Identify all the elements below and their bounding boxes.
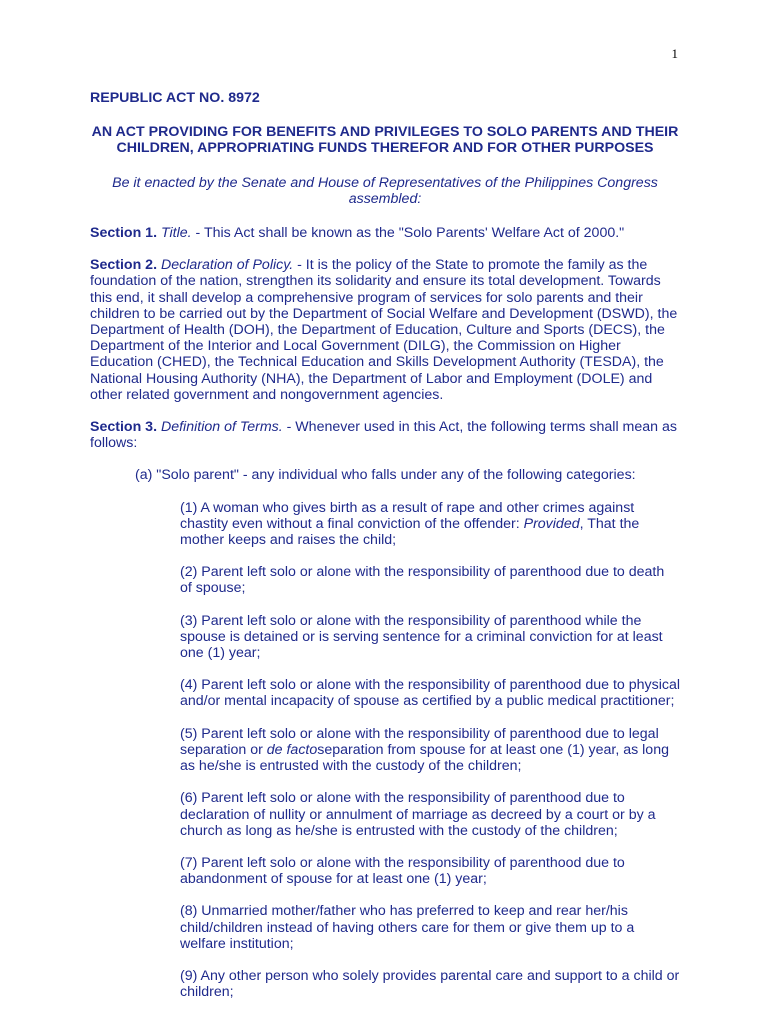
category-5-text: (5) Parent left solo or alone with the responsibility of parenthood due to legal separation or: [180, 725, 659, 758]
category-1-text-end: , That the mother keeps and raises the child;: [180, 515, 640, 549]
section-3-name: Definition of Terms.: [160, 419, 283, 436]
act-heading-line-2: CHILDREN, APPROPRIATING FUNDS THEREFOR AND FOR OTHER PURPOSES: [116, 140, 654, 157]
document-body: [90, 90, 680, 1016]
category-9: (9) Any other person who solely provides parental care and support to a child or children;: [180, 967, 680, 1001]
section-3: [90, 419, 680, 451]
category-6: (6) Parent left solo or alone with the responsibility of parenthood due to declaration of nullity or annulment of marriage as decreed by a court or by a church as long as he/she is entrusted with the custody of the children;: [180, 790, 656, 839]
page-number: 1: [671, 46, 678, 61]
section-2-text: - It is the policy of the State to promote the family as the foundation of the nation, strengthen its solidarity and ensure its total development. Towards this end, it shall develop a comprehensive program of services for solo parents and their children to be carried out by the Department of Social Welfare and Development (DSWD), the Department of Health (DOH), the Department of Education, Culture and Sports (DECS), the Department of the Interior and Local Government (DILG), the Commission on Higher Education (CHED), the Technical Education and Skills Development Authority (TESDA), the National Housing Authority (NHA), the Department of Labor and Employment (DOLE) and other related government and nongovernment agencies.: [90, 257, 678, 403]
act-heading: [90, 124, 680, 156]
definition-a: (a) "Solo parent" - any individual who falls under any of the following categories:: [135, 467, 636, 484]
category-4: (4) Parent left solo or alone with the responsibility of parenthood due to physical and/or mental incapacity of spouse as certified by a public medical practitioner;: [180, 677, 681, 710]
category-1-text: (1) A woman who gives birth as a result of rape and other crimes against chastity even without a final conviction of the offender:: [180, 499, 635, 532]
category-8: (8) Unmarried mother/father who has preferred to keep and rear her/his child/children instead of having others care for them or give them up to a welfare institution;: [180, 903, 635, 952]
enactment-clause: [90, 175, 680, 207]
category-5-italic: de facto: [266, 741, 318, 758]
section-1-text: - This Act shall be known as the "Solo Parents' Welfare Act of 2000.": [191, 225, 625, 242]
section-2-label: Section 2.: [90, 257, 158, 274]
category-1: [180, 500, 680, 549]
category-5-text-end: separation from spouse for at least one (1) year, as long as he/she is entrusted with the custody of the children;: [180, 741, 669, 775]
document-title: REPUBLIC ACT NO. 8972: [90, 90, 260, 106]
section-2-name: Declaration of Policy.: [160, 257, 294, 274]
section-3-text: - Whenever used in this Act, the following terms shall mean as follows:: [90, 419, 677, 452]
section-2: [90, 257, 680, 403]
category-7: (7) Parent left solo or alone with the responsibility of parenthood due to abandonment of spouse for at least one (1) year;: [180, 854, 625, 888]
category-5: [180, 726, 680, 775]
enactment-line-2: assembled:: [348, 190, 422, 207]
category-3: (3) Parent left solo or alone with the responsibility of parenthood while the spouse is detained or is serving sentence for a criminal conviction for at least one (1) year;: [180, 612, 663, 662]
category-2: (2) Parent left solo or alone with the responsibility of parenthood due to death of spouse;: [180, 564, 665, 597]
section-1: [90, 225, 680, 241]
section-1-label: Section 1.: [90, 225, 158, 242]
section-3-label: Section 3.: [90, 419, 158, 436]
act-heading-line-1: AN ACT PROVIDING FOR BENEFITS AND PRIVILEGES TO SOLO PARENTS AND THEIR: [91, 124, 679, 141]
enactment-line-1: Be it enacted by the Senate and House of Representatives of the Philippines Congress: [112, 174, 658, 191]
section-1-name: Title.: [160, 225, 192, 242]
category-1-italic: Provided: [523, 515, 580, 532]
